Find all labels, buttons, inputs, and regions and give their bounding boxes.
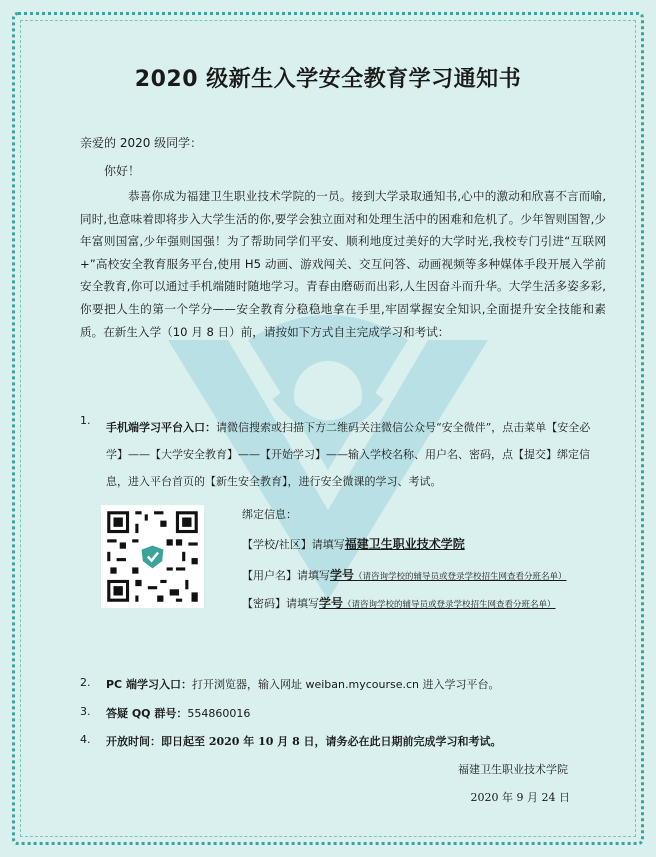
item-label: 答疑 QQ 群号： <box>106 707 188 720</box>
binding-label: 【密码】请填写 <box>242 597 319 610</box>
binding-row-school <box>242 535 465 552</box>
issue-date: 2020 年 9 月 24 日 <box>470 791 570 804</box>
binding-row-username <box>242 566 567 583</box>
item-text: 打开浏览器，输入网址 weiban.mycourse.cn 进入学习平台。 <box>191 678 500 691</box>
signature: 福建卫生职业技术学院 <box>458 763 568 776</box>
binding-note: （请咨询学校的辅导员或登录学校招生网查看分班名单） <box>354 572 567 582</box>
item-number: 3. <box>80 705 91 718</box>
item-number: 1. <box>80 414 91 427</box>
item-label: 开放时间： <box>106 735 161 748</box>
binding-value: 福建卫生职业技术学院 <box>344 537 465 551</box>
intro-paragraph: 恭喜你成为福建卫生职业技术学院的一员。接到大学录取通知书,心中的激动和欣喜不言而喻,同时,也意味着即将步入大学生活的你,要学会独立面对和处理生活中的困难和危机了。少年智则国智,少年富则国富,少年强则国强！为了帮助同学们平安、顺利地度过美好的大学时光,我校专门引进“互联网+”高校安全教育服务平台,使用 H5 动画、游戏闯关、交互问答、动画视频等多种媒体手段开展入学前安全教育,你可以通过手机端随时随地学习。青春由磨砺而出彩,人生因奋斗而升华。大学生活多姿多彩,你要把人生的第一个学分——安全教育分稳稳地拿在手里,牢固掌握安全知识,全面提升安全技能和素质。在新生入学（10 月 8 日）前，请按如下方式自主完成学习和考试： <box>80 189 606 339</box>
page-title: 2020 级新生入学安全教育学习通知书 <box>134 67 522 92</box>
item-text: 554860016 <box>187 707 251 720</box>
binding-row-password <box>242 594 556 611</box>
qr-code-icon <box>101 505 204 608</box>
binding-info-title: 绑定信息： <box>242 508 297 521</box>
item-label: PC 端学习入口： <box>106 678 192 691</box>
binding-value: 学号 <box>319 596 344 610</box>
item-text: 即日起至 2020 年 10 月 8 日，请务必在此日期前完成学习和考试。 <box>161 735 502 748</box>
item-text: 请微信搜索或扫描下方二维码关注微信公众号“安全微伴”，点击菜单【安全必学】——【大学安全教育】——【开始学习】——输入学校名称、用户名、密码，点【提交】绑定信息，进入平台首页的【新生安全教育】，进行安全微课的学习、考试。 <box>106 421 591 488</box>
binding-label: 【用户名】请填写 <box>242 569 330 582</box>
greeting: 亲爱的 2020 级同学： <box>80 136 203 150</box>
hello-line: 你好！ <box>104 164 141 178</box>
binding-value: 学号 <box>330 568 355 582</box>
binding-note: （请咨询学校的辅导员或登录学校招生网查看分班名单） <box>343 600 556 610</box>
item-number: 2. <box>80 676 91 689</box>
item-label: 手机端学习平台入口： <box>106 421 216 434</box>
binding-label: 【学校/社区】请填写 <box>242 538 345 551</box>
item-number: 4. <box>80 733 91 746</box>
